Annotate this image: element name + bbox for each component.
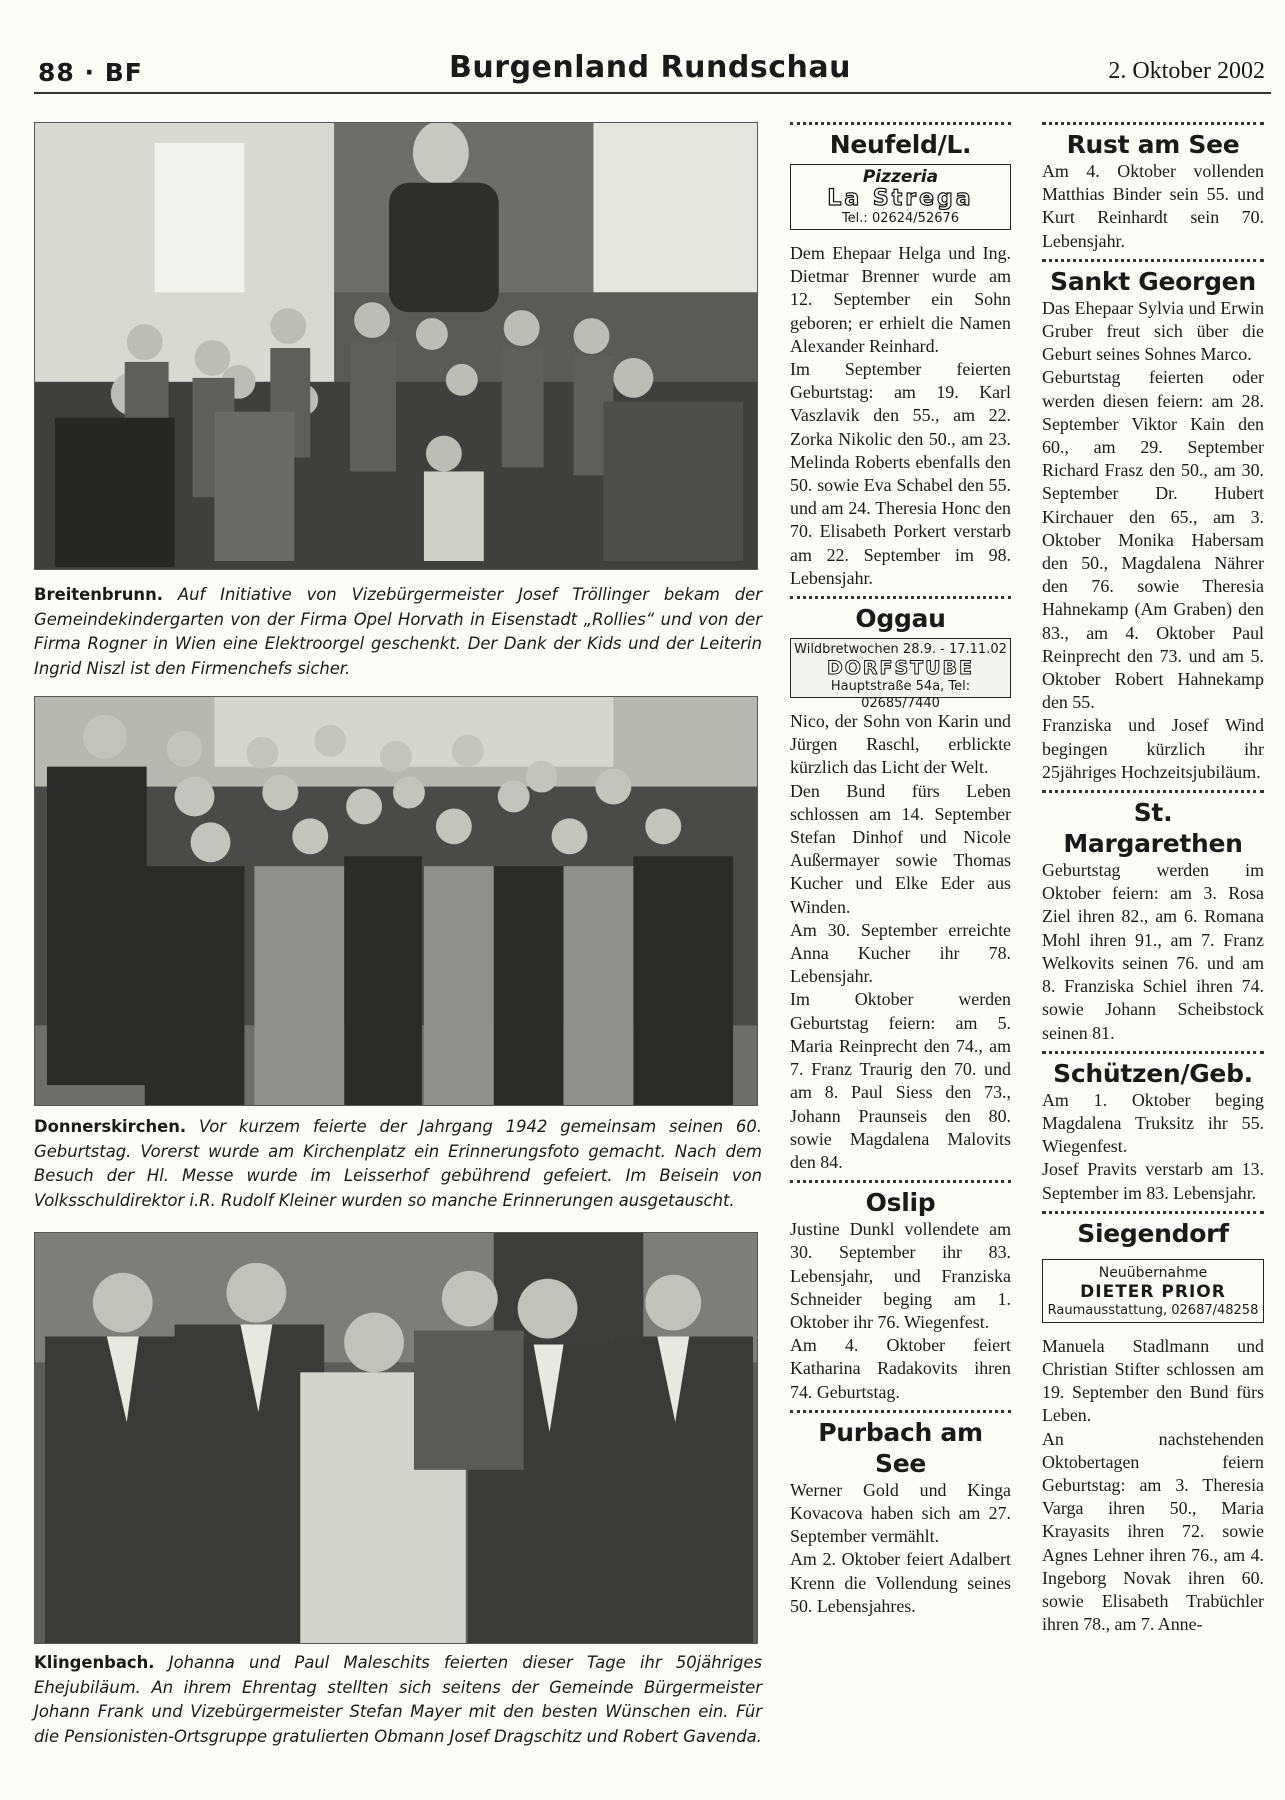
news-paragraph: Dem Ehepaar Helga und Ing. Dietmar Brenner wurde am 12. September ein Sohn geboren; er erhielt die Namen Alexander Reinhard. — [790, 243, 1011, 356]
news-paragraph: Den Bund fürs Leben schlossen am 14. September Stefan Dinhof und Nicole Außermayer sowie Thomas Kucher und Elke Eder aus Winden. — [790, 780, 1011, 917]
news-paragraph: Nico, der Sohn von Karin und Jürgen Raschl, erblickte kürzlich das Licht der Welt. — [790, 711, 1011, 778]
ad-phone: Tel.: 02624/52676 — [841, 211, 960, 226]
dotted-rule — [1042, 122, 1264, 125]
news-paragraph: Am 30. September erreichte Anna Kucher ihr 78. Lebensjahr. — [790, 919, 1011, 987]
heading-siegendorf: Siegendorf — [1077, 1218, 1229, 1248]
news-paragraph: Geburtstag werden im Oktober feiern: am 3. Rosa Ziel ihren 82., am 6. Romana Mohl ihren 91., am 7. Franz Welkovits seinen 76. und am 8. Franziska Schiel ihren 74. sowie Johann Scheibstock seinen 81. — [1042, 860, 1264, 1043]
ad-address: Hauptstraße 54a, Tel: 02685/7440 — [830, 679, 971, 712]
news-paragraph: Manuela Stadlmann und Christian Stifter schlossen am 19. September den Bund fürs Leben. — [1042, 1335, 1264, 1426]
caption-klingenbach — [34, 1651, 762, 1749]
news-paragraph: Josef Pravits verstarb am 13. September im 83. Lebensjahr. — [1042, 1159, 1264, 1203]
ad-dieter-prior — [1042, 1259, 1264, 1323]
dotted-rule — [1042, 1051, 1264, 1054]
dotted-rule — [790, 596, 1011, 599]
dotted-rule — [790, 1410, 1011, 1413]
news-paragraph: Am 2. Oktober feiert Adalbert Krenn die Vollendung seines 50. Lebensjahres. — [790, 1549, 1011, 1616]
news-column-1 — [790, 116, 1011, 1618]
photo-donnerskirchen-image — [35, 697, 757, 1105]
news-paragraph: An nachstehenden Oktobertagen feiern Geburtstag: am 3. Theresia Varga ihren 50., Maria Krayasits ihren 72. sowie Agnes Lehner ihren 76., am 4. Ingeborg Novak ihren 60. sowie Elisabeth Trabüchler ihren 78., am 7. Anne- — [1042, 1428, 1264, 1635]
news-paragraph: Am 4. Oktober feiert Katharina Radakovits ihren 74. Geburtstag. — [790, 1335, 1011, 1402]
news-paragraph: Justine Dunkl vollendete am 30. September ihr 83. Lebensjahr, und Franziska Schneider beging am 1. Oktober ihr 76. Wiegenfest. — [790, 1219, 1011, 1332]
ad-pizzeria — [790, 164, 1011, 230]
dotted-rule — [1042, 790, 1264, 793]
photo-klingenbach — [34, 1232, 758, 1644]
ad-line: Pizzeria — [862, 167, 939, 187]
heading-st-margarethen: St. Margarethen — [1063, 798, 1243, 859]
newspaper-title: Burgenland Rundschau — [449, 50, 851, 85]
news-paragraph: Das Ehepaar Sylvia und Erwin Gruber freut sich über die Geburt seines Sohnes Marco. — [1042, 297, 1264, 365]
caption-place: Donnerskirchen. — [34, 1117, 187, 1136]
header-rule — [34, 92, 1271, 94]
dotted-rule — [1042, 259, 1264, 262]
dotted-rule — [790, 1180, 1011, 1183]
news-paragraph: Werner Gold und Kinga Kovacova haben sich am 27. September vermählt. — [790, 1479, 1011, 1547]
photo-donnerskirchen — [34, 696, 758, 1106]
ad-line: Neuübernahme — [1098, 1264, 1208, 1281]
dotted-rule — [790, 122, 1011, 125]
caption-text: Auf Initiative von Vizebürgermeister Josef Tröllinger bekam der Gemeindekindergarten von der Firma Opel Horvath in Eisenstadt „Rollies“ und von der Firma Rogner in Wien eine Elektroorgel geschenkt. Der Dank der Kids und der Leiterin Ingrid Niszl ist den Firmenchefs sicher. — [34, 585, 762, 678]
heading-purbach: Purbach am See — [818, 1417, 983, 1478]
ad-line: Wildbretwochen 28.9. - 17.11.02 — [794, 642, 1007, 658]
ad-brand: DORFSTUBE — [826, 657, 975, 680]
photo-klingenbach-image — [35, 1233, 757, 1643]
news-paragraph: Im Oktober werden Geburtstag feiern: am 5. Maria Reinprecht den 74., am 7. Franz Traurig den 70. und am 8. Paul Siess den 73., Johann Praunseis den 80. sowie Magdalena Malovits den 84. — [790, 989, 1011, 1172]
heading-schuetzen: Schützen/Geb. — [1053, 1058, 1253, 1088]
ad-dorfstube — [790, 638, 1011, 712]
caption-breitenbrunn — [34, 583, 762, 681]
page-number: 88 · BF — [38, 58, 143, 87]
news-paragraph: Im September feierten Geburtstag: am 19. Karl Vaszlavik den 55., am 22. Zorka Nikolic den 50., am 23. Melinda Roberts ebenfalls den 50. sowie Eva Schabel den 55. und am 24. Theresia Honc den 70. Elisabeth Porkert verstarb am 22. September im 98. Lebensjahr. — [790, 359, 1011, 588]
news-paragraph: Am 1. Oktober beging Magdalena Truksitz ihr 55. Wiegenfest. — [1042, 1089, 1264, 1157]
news-column-2 — [1042, 116, 1264, 1636]
caption-place: Breitenbrunn. — [34, 585, 163, 604]
news-paragraph: Geburtstag feierten oder werden diesen feiern: am 28. September Viktor Kain den 60., am 29. September Richard Frasz den 50., am 30. September Dr. Hubert Kirchauer den 65., am 3. Oktober Monika Habersam den 50., Magdalena Nährer den 76. sowie Theresia Hahnekamp (Am Graben) den 83., am 4. Oktober Paul Reinprecht den 73. und am 5. Oktober Robert Hahnekamp den 55. — [1042, 367, 1264, 713]
heading-oggau: Oggau — [855, 604, 946, 634]
photo-breitenbrunn-image — [35, 123, 757, 569]
ad-phone: Raumausstattung, 02687/48258 — [1047, 1302, 1259, 1318]
caption-place: Klingenbach. — [34, 1653, 155, 1672]
dotted-rule — [1042, 1211, 1264, 1214]
heading-neufeld: Neufeld/L. — [829, 130, 972, 159]
news-paragraph: Franziska und Josef Wind begingen kürzlich ihr 25jähriges Hochzeitsjubiläum. — [1042, 715, 1264, 782]
caption-text: Johanna und Paul Maleschits feierten dieser Tage ihr 50jähriges Ehejubiläum. An ihrem Ehrentag stellten sich seitens der Gemeinde Bürgermeister Johann Frank und Vizebürgermeister Stefan Mayer mit den besten Wünschen ein. Für die Pensionisten-Ortsgruppe gratulierten Obmann Josef Dragschitz und Robert Gavenda. — [34, 1653, 762, 1746]
ad-brand: La Strega — [827, 186, 974, 211]
photo-breitenbrunn — [34, 122, 758, 570]
news-paragraph: Am 4. Oktober vollenden Matthias Binder sein 55. und Kurt Reinhardt sein 70. Lebensjahr. — [1042, 161, 1264, 251]
heading-oslip: Oslip — [865, 1188, 936, 1218]
heading-rust: Rust am See — [1066, 130, 1240, 159]
caption-text: Vor kurzem feierte der Jahrgang 1942 gemeinsam seinen 60. Geburtstag. Vorerst wurde am Kirchenplatz ein Erinnerungsfoto gemacht. Nach dem Besuch der Hl. Messe wurde im Leisserhof gebührend gefeiert. Im Beisein von Volksschuldirektor i.R. Rudolf Kleiner wurden so manche Erinnerungen ausgetauscht. — [34, 1117, 762, 1210]
caption-donnerskirchen — [34, 1115, 762, 1213]
issue-date: 2. Oktober 2002 — [1108, 58, 1265, 84]
masthead — [0, 0, 1285, 96]
heading-sankt-georgen: Sankt Georgen — [1050, 266, 1256, 296]
ad-brand: DIETER PRIOR — [1080, 1281, 1226, 1302]
